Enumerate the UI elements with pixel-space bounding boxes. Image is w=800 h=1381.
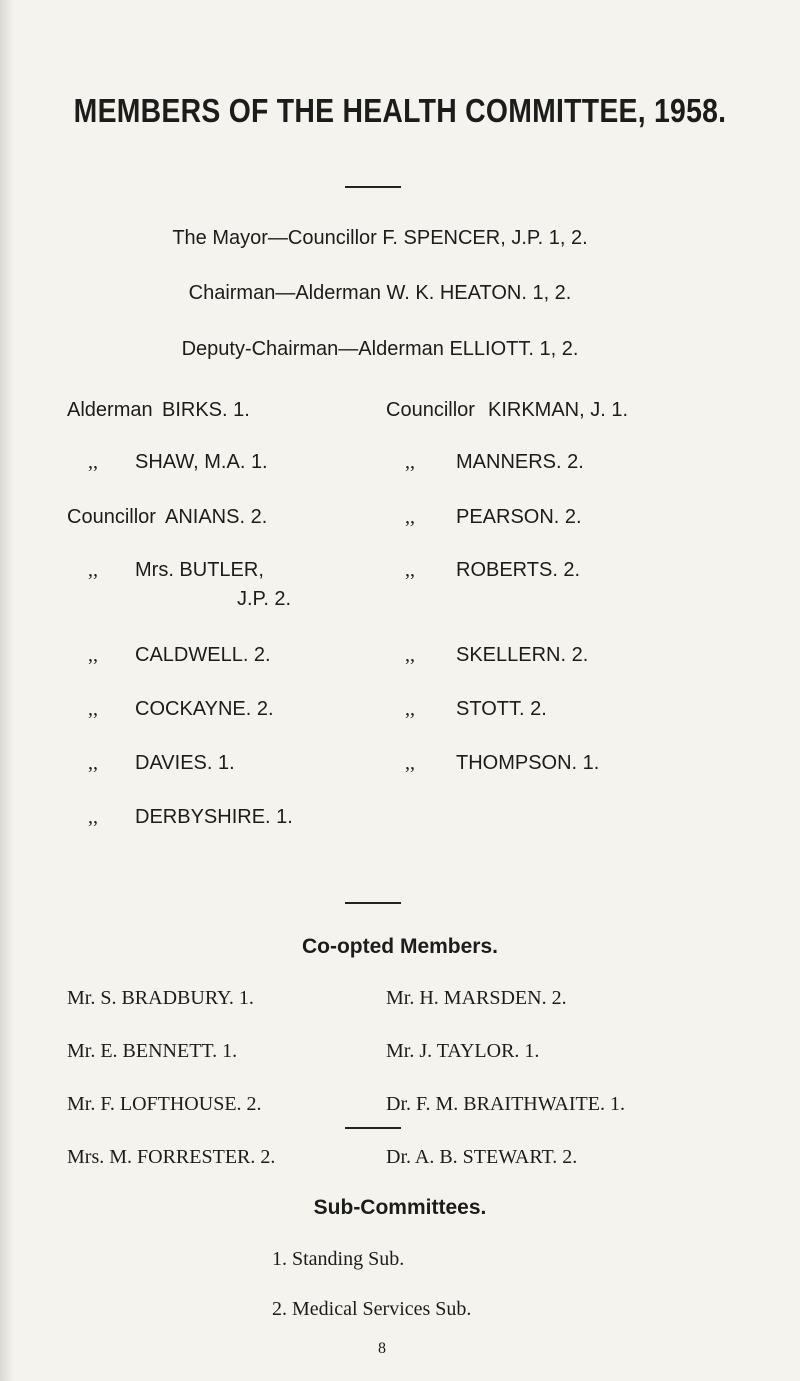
left-member-ditto: ,,: [88, 806, 98, 828]
page-title: MEMBERS OF THE HEALTH COMMITTEE, 1958.: [73, 92, 727, 129]
officer-chairman: Chairman—Alderman W. K. HEATON. 1, 2.: [188, 282, 572, 304]
left-member-ditto: ,,: [88, 644, 98, 666]
subcommittee-item: 2. Medical Services Sub.: [272, 1298, 472, 1320]
left-member-ditto: ,,: [88, 698, 98, 720]
right-member-name: ROBERTS. 2.: [456, 559, 581, 581]
left-member-name-continuation: J.P. 2.: [237, 588, 292, 610]
page-number: 8: [378, 1340, 386, 1357]
right-member-name: STOTT. 2.: [456, 698, 547, 720]
left-member-ditto: ,,: [88, 559, 98, 581]
left-member-name: COCKAYNE. 2.: [135, 698, 274, 720]
left-member-name: DERBYSHIRE. 1.: [135, 806, 293, 828]
right-member-ditto: ,,: [405, 752, 415, 774]
right-member-ditto: ,,: [405, 451, 415, 473]
left-member-ditto: ,,: [88, 752, 98, 774]
right-member-ditto: ,,: [405, 644, 415, 666]
coopted-member: Dr. F. M. BRAITHWAITE. 1.: [386, 1093, 625, 1115]
coopted-member: Mr. H. MARSDEN. 2.: [386, 987, 567, 1009]
page-edge-shadow: [0, 0, 14, 1381]
left-member-name: BIRKS. 1.: [162, 399, 250, 421]
right-member-name: PEARSON. 2.: [456, 506, 582, 528]
right-member-name: THOMPSON. 1.: [456, 752, 600, 774]
subcommittee-item: 1. Standing Sub.: [272, 1248, 405, 1270]
right-member-name: SKELLERN. 2.: [456, 644, 589, 666]
subcommittees-heading: Sub-Committees.: [313, 1196, 487, 1219]
section-divider: [345, 902, 401, 904]
coopted-member: Mr. J. TAYLOR. 1.: [386, 1040, 540, 1062]
left-member-name: ANIANS. 2.: [165, 506, 268, 528]
title-divider: [345, 186, 401, 188]
left-member-prefix: Alderman: [67, 399, 153, 421]
coopted-member: Mr. F. LOFTHOUSE. 2.: [67, 1093, 262, 1115]
coopted-member: Mr. E. BENNETT. 1.: [67, 1040, 238, 1062]
coopted-member: Mr. S. BRADBURY. 1.: [67, 987, 254, 1009]
officer-mayor: The Mayor—Councillor F. SPENCER, J.P. 1, 2.: [172, 227, 588, 249]
right-member-ditto: ,,: [405, 559, 415, 581]
coopted-member: Dr. A. B. STEWART. 2.: [386, 1146, 578, 1168]
right-member-ditto: ,,: [405, 506, 415, 528]
coopted-heading: Co-opted Members.: [301, 935, 498, 958]
officer-deputy-chairman: Deputy-Chairman—Alderman ELLIOTT. 1, 2.: [181, 338, 579, 360]
right-member-ditto: ,,: [405, 698, 415, 720]
left-member-prefix: Councillor: [67, 506, 156, 528]
subcommittees-divider: [345, 1127, 401, 1129]
coopted-member: Mrs. M. FORRESTER. 2.: [67, 1146, 276, 1168]
right-member-prefix: Councillor: [386, 399, 475, 421]
left-member-name: CALDWELL. 2.: [135, 644, 271, 666]
right-member-name: MANNERS. 2.: [456, 451, 584, 473]
left-member-name: SHAW, M.A. 1.: [135, 451, 268, 473]
left-member-ditto: ,,: [88, 451, 98, 473]
left-member-name: DAVIES. 1.: [135, 752, 235, 774]
right-member-name: KIRKMAN, J. 1.: [488, 399, 629, 421]
left-member-name: Mrs. BUTLER,: [135, 559, 264, 581]
